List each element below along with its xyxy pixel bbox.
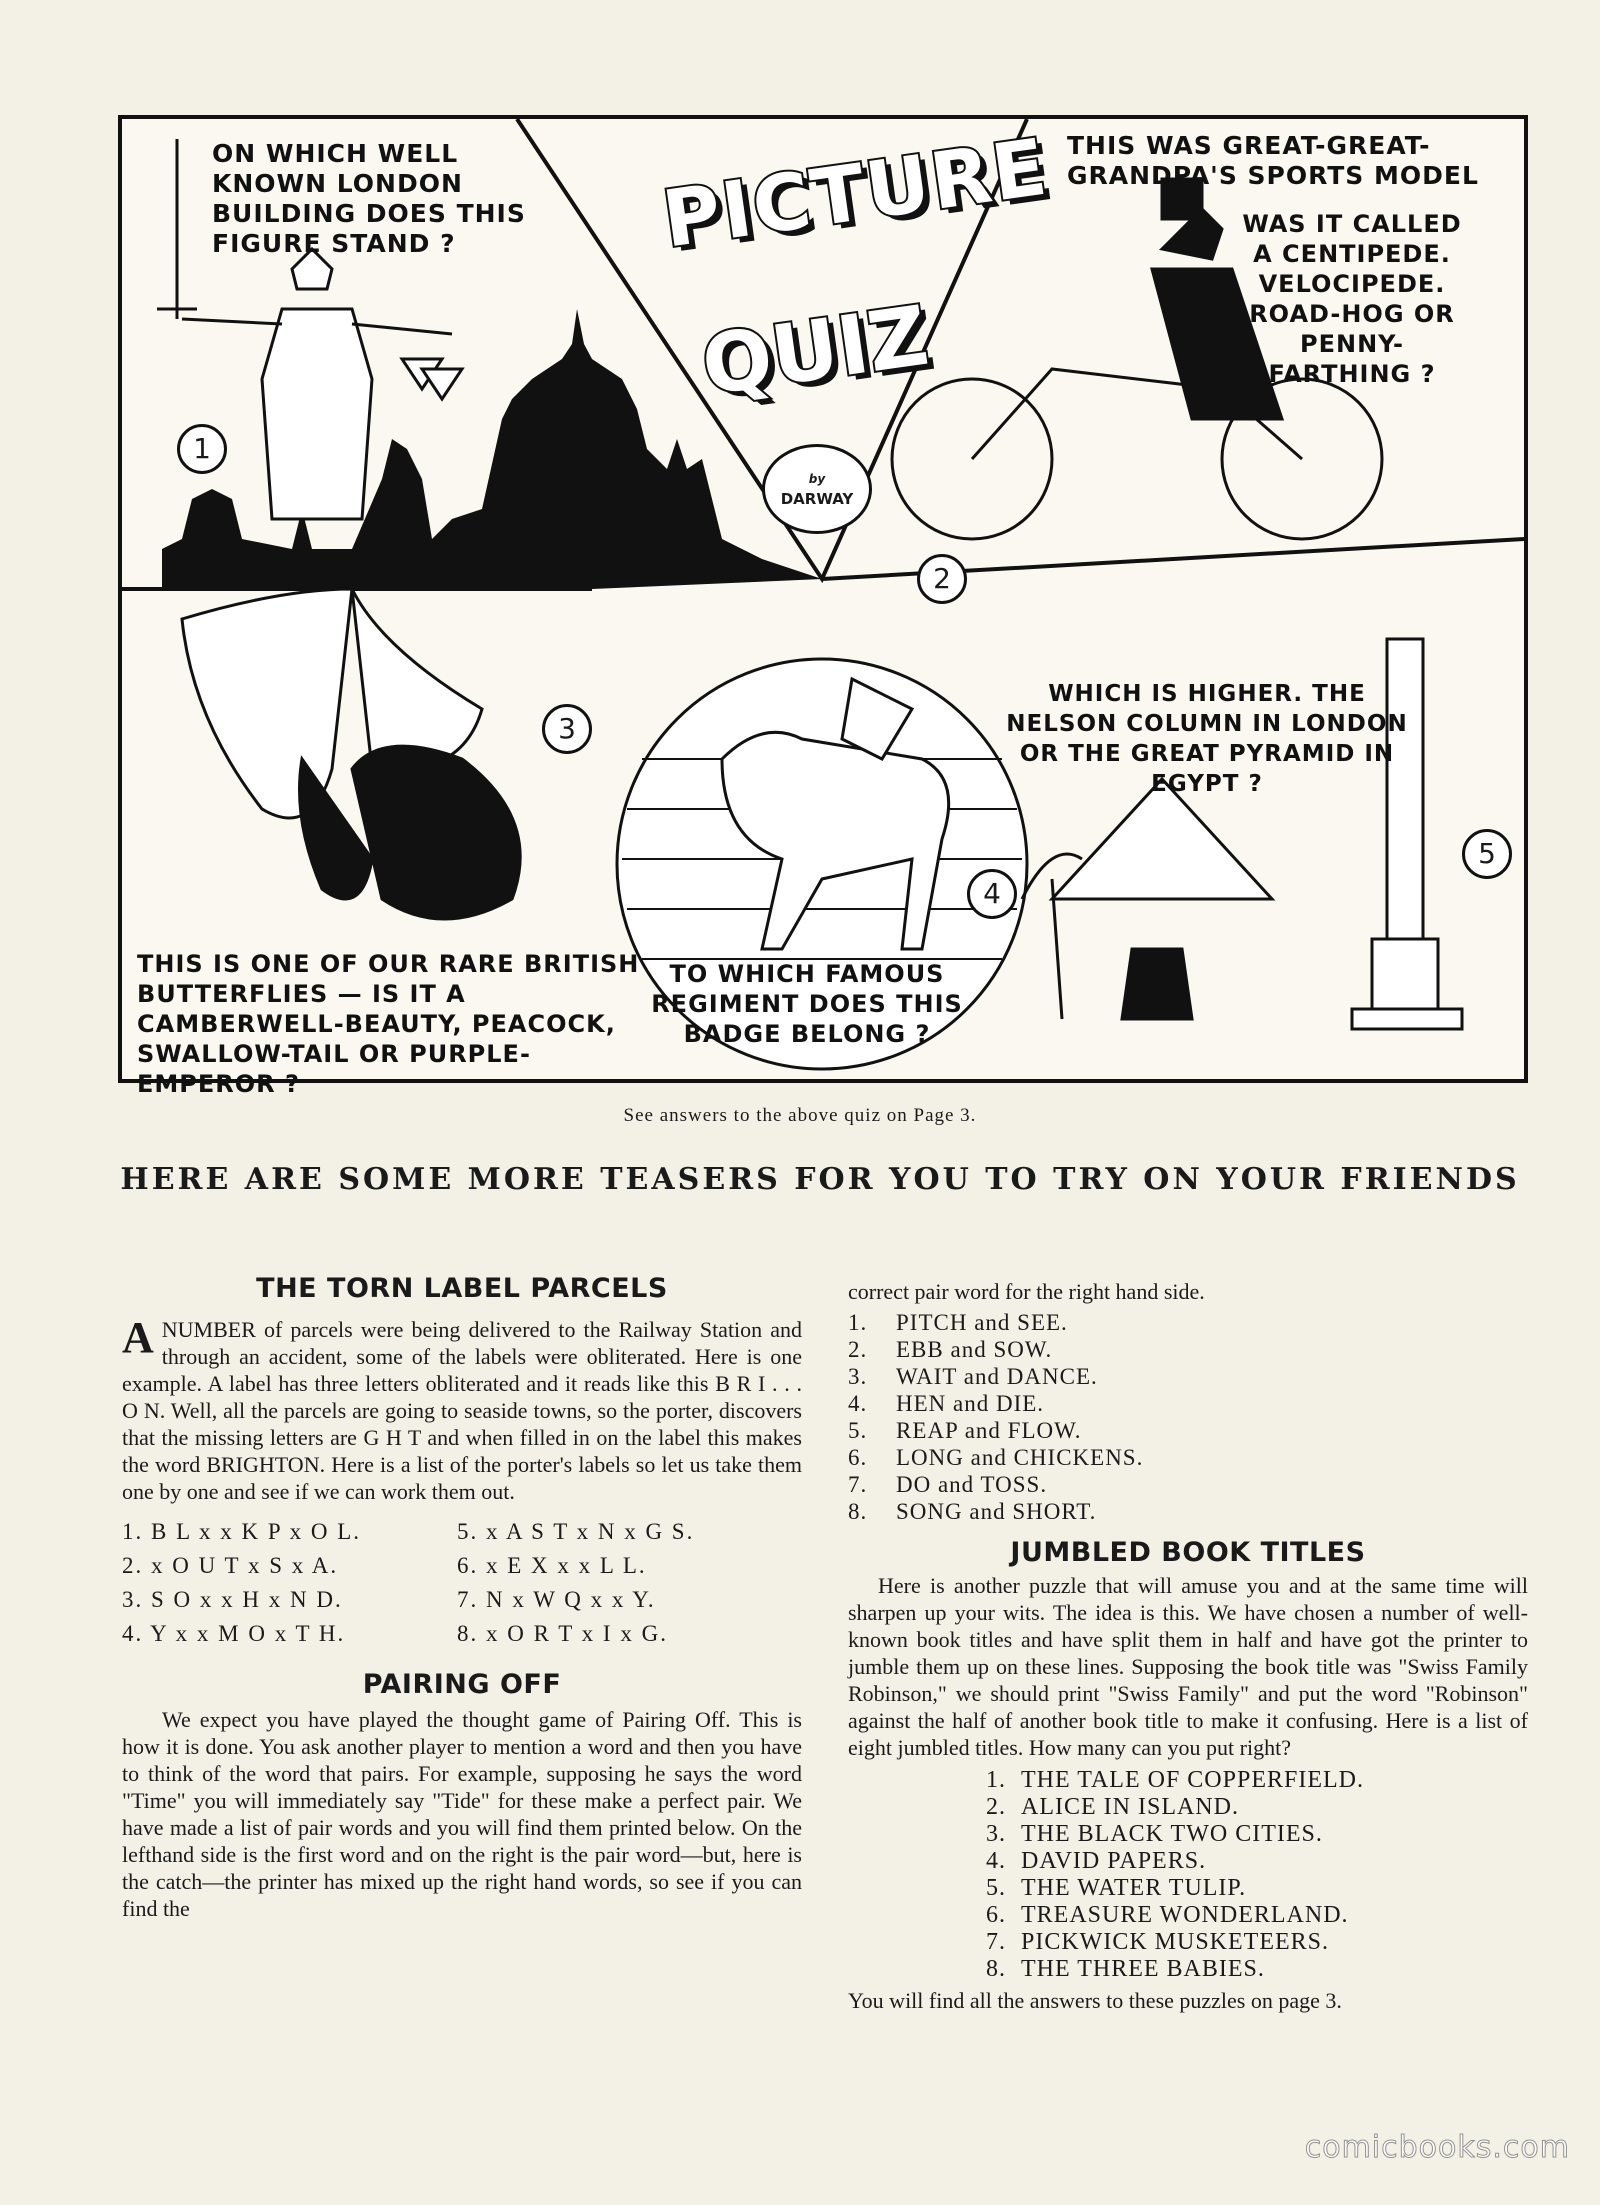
item-number: 3.: [986, 1821, 1006, 1847]
label-code: 2. x O U T x S x A.: [122, 1553, 339, 1578]
jumbled-titles-body: Here is another puzzle that will amuse you and at the same time will sharpen up your wits. The idea is this. We have chosen a number of well-known book titles and have split them in half and have got the printer to jumble them up on these lines. Supposing the book title was "Swiss Family Robinson," we should print "Swiss Family" and put the word "Robinson" against the half of another book title to make it confusing. Here is a list of eight jumbled titles. How many can you put right?: [848, 1573, 1528, 1760]
list-item: [958, 1929, 1528, 1956]
item-text: THE WATER TULIP.: [1021, 1875, 1247, 1901]
label-code-row: [122, 1515, 802, 1549]
list-item: [848, 1417, 1528, 1444]
item-text: EBB and SOW.: [896, 1337, 1053, 1362]
jumbled-titles-title: JUMBLED BOOK TITLES: [1010, 1537, 1366, 1568]
byline-author: DARWAY: [780, 490, 854, 508]
pairing-off-list: [848, 1309, 1528, 1525]
label-code: 4. Y x x M O x T H.: [122, 1621, 346, 1646]
question-1-number: 1: [177, 424, 227, 474]
label-code: 8. x O R T x I x G.: [457, 1621, 668, 1646]
list-item: [958, 1794, 1528, 1821]
list-item: [848, 1309, 1528, 1336]
watermark: comicbooks.com: [1304, 2130, 1570, 2165]
list-item: [848, 1363, 1528, 1390]
item-text: LONG and CHICKENS.: [896, 1445, 1144, 1470]
quiz-title-quiz: QUIZ: [696, 288, 934, 415]
torn-label-codes: [122, 1515, 802, 1651]
list-item: [848, 1471, 1528, 1498]
item-number: 5.: [848, 1418, 868, 1443]
item-number: 7.: [848, 1472, 868, 1497]
list-item: [958, 1875, 1528, 1902]
item-number: 1.: [848, 1310, 868, 1335]
pairing-off-title: PAIRING OFF: [362, 1669, 562, 1700]
item-text: THE TALE OF COPPERFIELD.: [1021, 1767, 1364, 1793]
item-text: ALICE IN ISLAND.: [1021, 1794, 1239, 1820]
label-code-row: [122, 1583, 802, 1617]
question-1-text: ON WHICH WELL KNOWN LONDON BUILDING DOES THIS FIGURE STAND ?: [212, 139, 526, 258]
jumbled-titles-footer: You will find all the answers to these puzzles on page 3.: [848, 1988, 1342, 2013]
item-number: 4.: [986, 1848, 1006, 1874]
list-item: [848, 1444, 1528, 1471]
question-2-heading: THIS WAS GREAT-GREAT-GRANDPA'S SPORTS MODEL: [1067, 131, 1479, 190]
jumbled-titles-list: [958, 1767, 1528, 1983]
list-item: [958, 1767, 1528, 1794]
item-text: REAP and FLOW.: [896, 1418, 1082, 1443]
item-number: 2.: [986, 1794, 1006, 1820]
teasers-heading: HERE ARE SOME MORE TEASERS FOR YOU TO TRY ON YOUR FRIENDS: [120, 1162, 1520, 1197]
item-text: TREASURE WONDERLAND.: [1021, 1902, 1349, 1928]
quiz-caption: See answers to the above quiz on Page 3.: [623, 1105, 977, 1126]
item-number: 7.: [986, 1929, 1006, 1955]
list-item: [848, 1336, 1528, 1363]
torn-label-text: NUMBER of parcels were being delivered to the Railway Station and through an accident, some of the labels were obliterated. Here is one example. A label has three letters obliterated and it reads like this B R I . . . O N. Well, all the parcels are going to seaside towns, so the porter, discovers that the missing letters are G H T and when filled in on the label this makes the word BRIGHTON. Here is a list of the porter's labels so let us take them one by one and see if we can work them out.: [122, 1317, 802, 1504]
item-number: 4.: [848, 1391, 868, 1416]
label-code-row: [122, 1617, 802, 1651]
label-code: 6. x E X x x L L.: [457, 1553, 647, 1578]
torn-label-dropcap: A: [122, 1313, 154, 1362]
left-column: [122, 1275, 802, 1922]
torn-label-body: [122, 1313, 802, 1505]
question-3-number: 3: [542, 704, 592, 754]
question-5-text: WHICH IS HIGHER. THE NELSON COLUMN IN LONDON OR THE GREAT PYRAMID IN EGYPT ?: [1006, 681, 1408, 797]
question-4-number: 4: [967, 869, 1017, 919]
question-3-text: THIS IS ONE OF OUR RARE BRITISH BUTTERFLIES — IS IT A CAMBERWELL-BEAUTY, PEACOCK, SWALLOW-TAIL OR PURPLE-EMPEROR ?: [137, 950, 640, 1098]
picture-quiz-panel: [118, 115, 1528, 1098]
item-text: DO and TOSS.: [896, 1472, 1048, 1497]
item-number: 6.: [848, 1445, 868, 1470]
item-number: 6.: [986, 1902, 1006, 1928]
pairing-off-continued: correct pair word for the right hand side.: [848, 1279, 1205, 1304]
list-item: [958, 1821, 1528, 1848]
question-4-text: TO WHICH FAMOUS REGIMENT DOES THIS BADGE BELONG ?: [651, 960, 963, 1048]
list-item: [848, 1498, 1528, 1525]
question-2-number: 2: [917, 554, 967, 604]
item-text: THE BLACK TWO CITIES.: [1021, 1821, 1323, 1847]
label-code-row: [122, 1549, 802, 1583]
list-item: [958, 1902, 1528, 1929]
label-code: 1. B L x x K P x O L.: [122, 1519, 361, 1544]
right-column: [848, 1278, 1528, 2014]
item-text: THE THREE BABIES.: [1021, 1956, 1265, 1982]
item-number: 8.: [986, 1956, 1006, 1982]
torn-label-title: THE TORN LABEL PARCELS: [256, 1273, 668, 1304]
item-text: PICKWICK MUSKETEERS.: [1021, 1929, 1330, 1955]
quiz-byline: [762, 444, 872, 534]
item-text: WAIT and DANCE.: [896, 1364, 1098, 1389]
label-code: 7. N x W Q x x Y.: [457, 1587, 656, 1612]
byline-by: by: [808, 472, 826, 486]
item-text: PITCH and SEE.: [896, 1310, 1068, 1335]
quiz-title-picture: PICTURE: [657, 122, 1054, 266]
pairing-off-body: We expect you have played the thought game of Pairing Off. This is how it is done. You ask another player to mention a word and then you have to think of the word that pairs. For example, supposing he says the word "Time" you will immediately say "Tide" for these make a perfect pair. We have made a list of pair words and you will find them printed below. On the lefthand side is the first word and on the right is the pair word—but, here is the catch—the printer has mixed up the right hand words, so see if you can find the: [122, 1707, 802, 1921]
item-number: 8.: [848, 1499, 868, 1524]
item-number: 3.: [848, 1364, 868, 1389]
item-number: 2.: [848, 1337, 868, 1362]
list-item: [958, 1848, 1528, 1875]
butterfly: [182, 589, 520, 919]
item-number: 5.: [986, 1875, 1006, 1901]
item-text: HEN and DIE.: [896, 1391, 1045, 1416]
question-2-text: WAS IT CALLED A CENTIPEDE. VELOCIPEDE. ROAD-HOG OR PENNY-FARTHING ?: [1242, 210, 1462, 388]
label-code: 5. x A S T x N x G S.: [457, 1519, 695, 1544]
list-item: [958, 1956, 1528, 1983]
item-number: 1.: [986, 1767, 1006, 1793]
label-code: 3. S O x x H x N D.: [122, 1587, 343, 1612]
list-item: [848, 1390, 1528, 1417]
question-5-number: 5: [1462, 829, 1512, 879]
item-text: SONG and SHORT.: [896, 1499, 1097, 1524]
item-text: DAVID PAPERS.: [1021, 1848, 1207, 1874]
